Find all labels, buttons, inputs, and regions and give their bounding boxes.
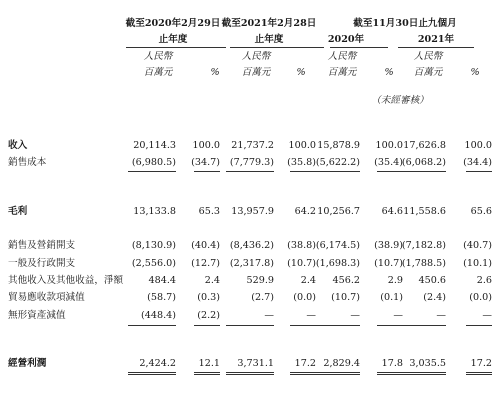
total-double-rule (226, 372, 274, 375)
year-2021: 2021年 (417, 34, 455, 45)
subtotal-rule (128, 171, 176, 172)
row-value: 17,626.8 (403, 140, 446, 151)
row-value: (2.4) (423, 292, 446, 303)
row-value: 20,114.3 (133, 140, 176, 151)
row-value: (2.2) (197, 310, 220, 321)
row-value: 100.0 (464, 140, 492, 151)
row-value: (6,068.2) (401, 157, 446, 168)
row-value: (58.7) (147, 292, 176, 303)
header-fy2021: 截至2021年2月28日 (221, 18, 317, 29)
unaudited-note: （未經審核） (371, 95, 429, 106)
row-value: (0.0) (469, 292, 492, 303)
row-value: 65.6 (470, 206, 492, 217)
row-value: 11,558.6 (403, 206, 446, 217)
row-value: 13,957.9 (231, 206, 274, 217)
subtotal-rule (226, 171, 274, 172)
unit-c3: 百萬元 (241, 67, 271, 78)
row-value: (2.7) (251, 292, 274, 303)
currency-c1: 人民幣 (143, 51, 173, 62)
header-rule-2020 (330, 47, 388, 48)
row-value: 64.2 (294, 206, 316, 217)
row-value: 2.6 (476, 275, 492, 286)
subtotal-rule (194, 171, 220, 172)
row-value: (6,980.5) (131, 157, 176, 168)
row-label: 毛利 (8, 206, 28, 217)
unit-c7: 百萬元 (413, 67, 443, 78)
row-value: (10.7) (331, 292, 360, 303)
row-value: (7,779.3) (229, 157, 274, 168)
row-value: 64.6 (381, 206, 403, 217)
subtotal-rule (194, 325, 220, 326)
row-value: (40.7) (463, 240, 492, 251)
row-label: 銷售成本 (8, 157, 47, 168)
row-value: 456.2 (332, 275, 360, 286)
currency-c5: 人民幣 (327, 51, 357, 62)
subtotal-rule (466, 325, 492, 326)
header-rule-fy2020 (126, 47, 226, 48)
header-9m: 截至11月30日止九個月 (353, 18, 457, 29)
row-value: — (436, 310, 446, 321)
row-label: 經營利潤 (8, 358, 47, 369)
row-value: — (350, 310, 360, 321)
row-label: 無形資產減值 (8, 310, 66, 321)
row-value: (8,436.2) (229, 240, 274, 251)
row-value: 2,829.4 (323, 358, 360, 369)
row-value: — (393, 310, 403, 321)
row-value: 2,424.2 (139, 358, 176, 369)
row-value: (34.7) (191, 157, 220, 168)
currency-c7: 人民幣 (413, 51, 443, 62)
row-value: (40.4) (191, 240, 220, 251)
row-value: — (306, 310, 316, 321)
total-double-rule (398, 372, 446, 375)
row-value: 15,878.9 (317, 140, 360, 151)
row-value: 100.0 (288, 140, 316, 151)
row-label: 一般及行政開支 (8, 258, 76, 269)
row-value: (8,130.9) (131, 240, 176, 251)
row-value: 3,035.5 (409, 358, 446, 369)
subtotal-rule (398, 325, 446, 326)
currency-c3: 人民幣 (241, 51, 271, 62)
row-value: 65.3 (198, 206, 220, 217)
row-value: 2.4 (300, 275, 316, 286)
row-value: (2,556.0) (131, 258, 176, 269)
row-value: — (264, 310, 274, 321)
row-value: (0.0) (293, 292, 316, 303)
subtotal-rule (312, 325, 360, 326)
row-value: (38.8) (287, 240, 316, 251)
row-value: 100.0 (192, 140, 220, 151)
row-value: 2.4 (204, 275, 220, 286)
year-label-2020: 止年度 (158, 34, 188, 45)
pct-c8: % (470, 67, 480, 78)
row-value: (35.8) (287, 157, 316, 168)
row-value: 13,133.8 (133, 206, 176, 217)
row-value: (0.1) (380, 292, 403, 303)
subtotal-rule (312, 171, 360, 172)
total-double-rule (128, 372, 176, 375)
row-value: 484.4 (148, 275, 176, 286)
total-double-rule (194, 372, 220, 375)
row-value: 17.8 (381, 358, 403, 369)
row-value: (10.1) (463, 258, 492, 269)
row-label: 其他收入及其他收益，淨額 (8, 275, 124, 286)
row-value: 12.1 (198, 358, 220, 369)
unit-c5: 百萬元 (327, 67, 357, 78)
row-value: 100.0 (375, 140, 403, 151)
row-value: (12.7) (191, 258, 220, 269)
row-value: (1,698.3) (315, 258, 360, 269)
year-2020: 2020年 (327, 34, 365, 45)
row-value: (0.3) (197, 292, 220, 303)
row-value: 3,731.1 (237, 358, 274, 369)
pct-c2: % (210, 67, 220, 78)
row-value: (7,182.8) (401, 240, 446, 251)
total-double-rule (312, 372, 360, 375)
row-value: 10,256.7 (317, 206, 360, 217)
subtotal-rule (398, 171, 446, 172)
unit-c1: 百萬元 (143, 67, 173, 78)
row-value: (10.7) (287, 258, 316, 269)
header-fy2020: 截至2020年2月29日 (125, 18, 221, 29)
row-value: (5,622.2) (315, 157, 360, 168)
row-value: — (482, 310, 492, 321)
row-label: 銷售及營銷開支 (8, 240, 76, 251)
row-value: (2,317.8) (229, 258, 274, 269)
row-value: 529.9 (246, 275, 274, 286)
row-value: (10.7) (374, 258, 403, 269)
pct-c6: % (384, 67, 394, 78)
subtotal-rule (226, 325, 274, 326)
row-value: (38.9) (374, 240, 403, 251)
header-rule-2021 (398, 47, 474, 48)
header-rule-fy2021 (230, 47, 324, 48)
row-value: (448.4) (141, 310, 176, 321)
row-value: (34.4) (463, 157, 492, 168)
year-label-2021: 止年度 (254, 34, 284, 45)
row-value: 17.2 (294, 358, 316, 369)
subtotal-rule (128, 325, 176, 326)
row-value: (6,174.5) (315, 240, 360, 251)
total-double-rule (466, 372, 492, 375)
row-label: 貿易應收款項減值 (8, 292, 85, 303)
row-value: 2.9 (387, 275, 403, 286)
row-label: 收入 (8, 140, 28, 151)
row-value: 21,737.2 (231, 140, 274, 151)
pct-c4: % (296, 67, 306, 78)
subtotal-rule (466, 171, 492, 172)
row-value: (1,788.5) (401, 258, 446, 269)
row-value: 17.2 (470, 358, 492, 369)
row-value: (35.4) (374, 157, 403, 168)
row-value: 450.6 (418, 275, 446, 286)
